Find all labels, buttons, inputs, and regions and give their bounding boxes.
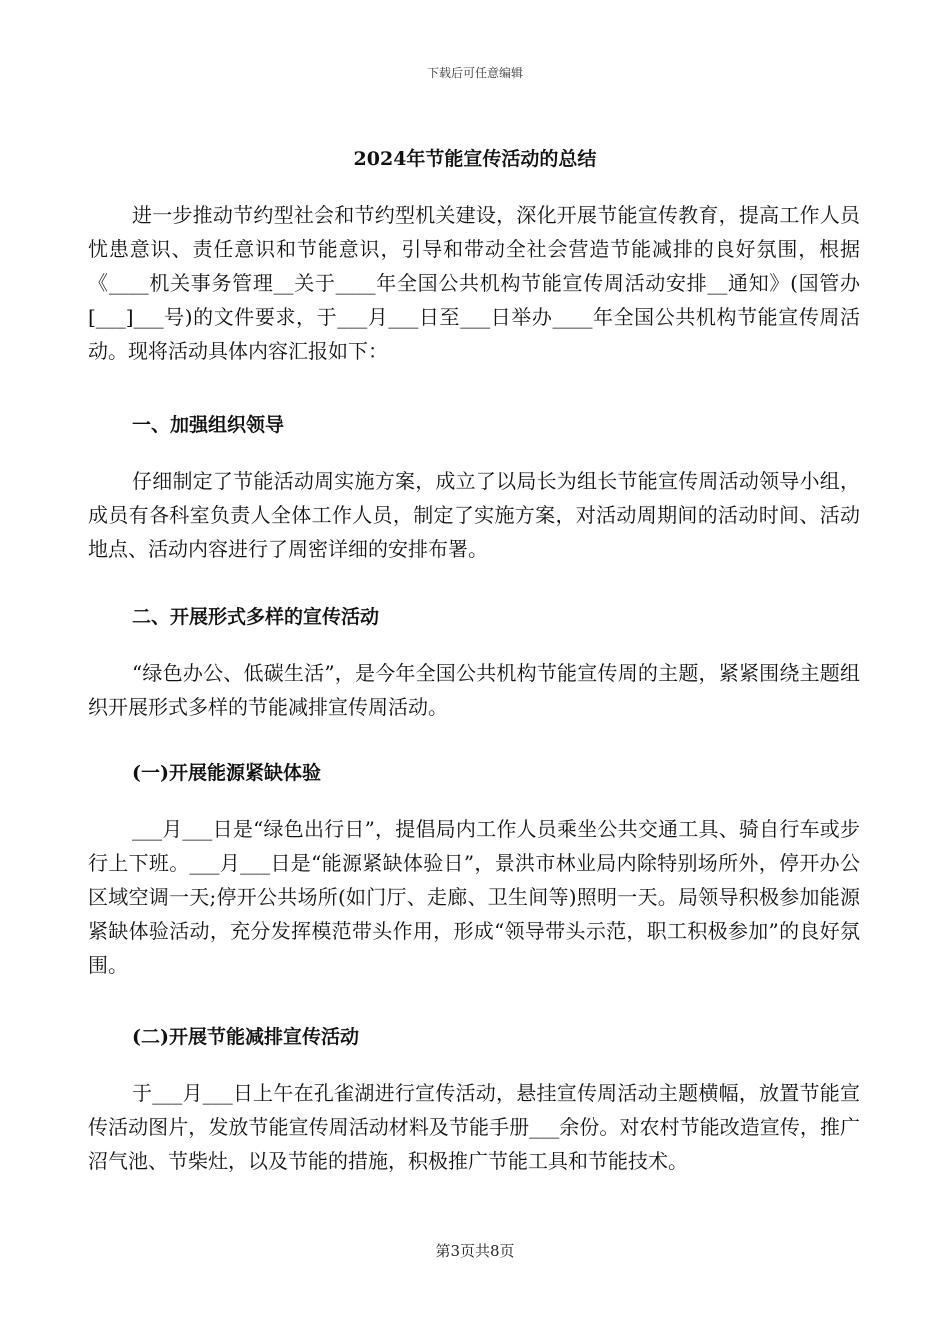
- section2-paragraph: “绿色办公、低碳生活”，是今年全国公共机构节能宣传周的主题，紧紧围绕主题组织开展形式多样的节能减排宣传周活动。: [88, 661, 860, 719]
- sub2-paragraph: 于___月___日上午在孔雀湖进行宣传活动，悬挂宣传周活动主题横幅，放置节能宣传活动图片，发放节能宣传周活动材料及节能手册___余份。对农村节能改造宣传，推广沼气池、节柴灶，以及节能的措施，积极推广节能工具和节能技术。: [88, 1081, 860, 1173]
- section2-heading: 二、开展形式多样的宣传活动: [132, 606, 380, 628]
- section1-heading: 一、加强组织领导: [132, 414, 285, 436]
- page-header: 下载后可任意编辑: [426, 66, 523, 80]
- page-footer: 第3页共8页: [435, 1242, 515, 1260]
- section1-paragraph: 仔细制定了节能活动周实施方案，成立了以局长为组长节能宣传周活动领导小组，成员有各科室负责人全体工作人员，制定了实施方案，对活动周期间的活动时间、活动地点、活动内容进行了周密详细的安排布署。: [88, 469, 860, 561]
- sub1-heading: (一)开展能源紧缺体验: [132, 762, 321, 784]
- sub1-paragraph: ___月___日是“绿色出行日”，提倡局内工作人员乘坐公共交通工具、骑自行车或步行上下班。___月___日是“能源紧缺体验日”，景洪市林业局内除特别场所外，停开办公区域空调一天;停开公共场所(如门厅、走廊、卫生间等)照明一天。局领导积极参加能源紧缺体验活动，充分发挥模范带头作用，形成“领导带头示范，职工积极参加”的良好氛围。: [88, 817, 860, 977]
- sub2-heading: (二)开展节能减排宣传活动: [132, 1026, 359, 1048]
- document-title: 2024年节能宣传活动的总结: [353, 148, 597, 170]
- intro-paragraph: 进一步推动节约型社会和节约型机关建设，深化开展节能宣传教育，提高工作人员忧患意识、责任意识和节能意识，引导和带动全社会营造节能减排的良好氛围，根据《____机关事务管理__关于____年全国公共机构节能宣传周活动安排__通知》(国管办[___]___号)的文件要求，于___月___日至___日举办____年全国公共机构节能宣传周活动。现将活动具体内容汇报如下：: [88, 203, 860, 363]
